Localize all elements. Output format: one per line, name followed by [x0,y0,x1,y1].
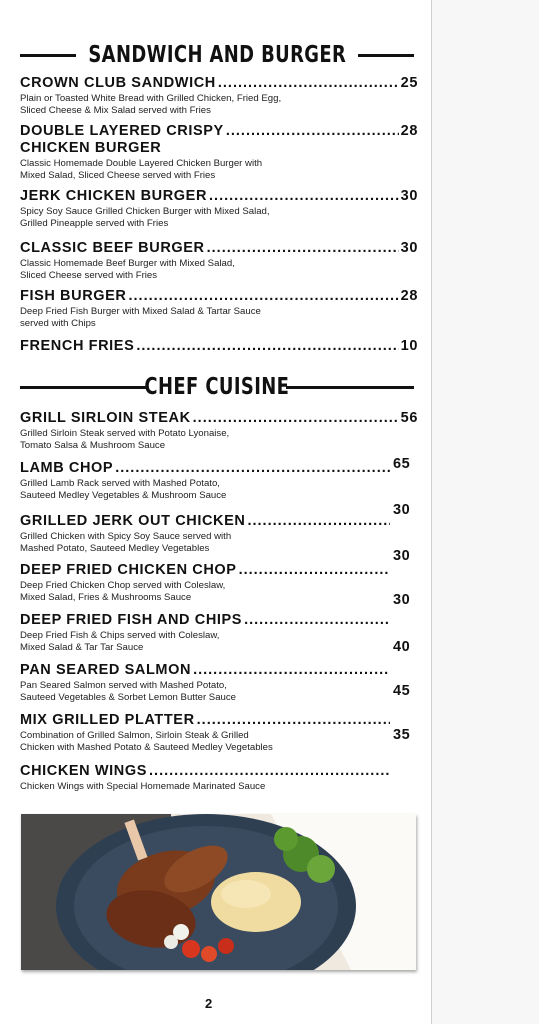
item-description: Mixed Salad, Sliced Cheese served with Fries [20,169,216,181]
item-description: Sauteed Vegetables & Sorbet Lemon Butter Sauce [20,691,237,703]
item-description: Mixed Salad & Tar Tar Sauce [20,641,144,653]
menu-item-double-layered-crispy [20,123,418,181]
leader-dots [247,513,390,530]
leader-dots [207,240,399,257]
header-rule-right [358,54,414,57]
leader-dots [129,288,399,305]
item-description: Classic Homemade Double Layered Chicken Burger with [20,158,263,169]
menu-item-grilled-jerk-out-chicken [20,513,392,554]
page-gutter [432,0,539,1024]
leader-dots [193,410,399,427]
item-description: Sliced Cheese & Mix Salad served with Fries [20,104,211,116]
item-name: DEEP FRIED FISH AND CHIPS [20,612,243,628]
item-name: PAN SEARED SALMON [20,662,192,678]
leader-dots [218,75,399,92]
leader-dots [244,612,390,629]
page-number: 2 [205,996,213,1011]
menu-item-classic-beef-burger [20,240,418,281]
item-name: DEEP FRIED CHICKEN CHOP [20,562,237,578]
item-price-deep-fried-chicken-chop: 30 [393,548,411,564]
item-name: FRENCH FRIES [20,338,135,354]
item-price-pan-seared-salmon: 40 [393,639,411,655]
item-price: 56 [400,410,418,426]
item-price: 28 [400,123,418,139]
item-name: JERK CHICKEN BURGER [20,188,208,204]
leader-dots [209,188,399,205]
item-description: Deep Fried Fish & Chips served with Coleslaw, [20,630,220,641]
item-price: 30 [400,240,418,256]
item-description: Sliced Cheese served with Fries [20,269,158,281]
item-description: Grilled Chicken with Spicy Soy Sauce served with [20,531,232,542]
item-name: DOUBLE LAYERED CRISPY [20,123,224,139]
lamb-chop-plate-image [21,814,416,970]
item-description: Sauteed Medley Vegetables & Mushroom Sauce [20,489,227,501]
header-rule-left [20,54,76,57]
item-price: 28 [400,288,418,304]
item-description: Spicy Soy Sauce Grilled Chicken Burger with Mixed Salad, [20,206,270,217]
leader-dots [193,662,390,679]
item-description: Tomato Salsa & Mushroom Sauce [20,439,166,451]
menu-item-crown-club-sandwich [20,75,418,116]
item-name: LAMB CHOP [20,460,114,476]
item-price-deep-fried-fish-and-chips: 30 [393,592,411,608]
item-description: Classic Homemade Beef Burger with Mixed Salad, [20,258,235,269]
item-name: MIX GRILLED PLATTER [20,712,195,728]
item-price-mix-grilled-platter: 45 [393,683,411,699]
section-header-chef [20,372,414,402]
leader-dots [136,338,398,355]
menu-item-fish-burger [20,288,418,329]
item-description: Chicken with Mashed Potato & Sauteed Medley Vegetables [20,741,273,753]
item-description: Mixed Salad, Fries & Mushrooms Sauce [20,591,192,603]
leader-dots [149,763,390,780]
item-description: served with Chips [20,317,96,329]
item-description: Grilled Pineapple served with Fries [20,217,169,229]
menu-item-jerk-chicken-burger [20,188,418,229]
item-name: FISH BURGER [20,288,127,304]
item-name: CLASSIC BEEF BURGER [20,240,205,256]
item-description: Deep Fried Fish Burger with Mixed Salad & Tartar Sauce [20,306,261,317]
food-photo [21,814,416,970]
leader-dots [115,460,390,477]
leader-dots [226,123,399,140]
item-description: Pan Seared Salmon served with Mashed Potato, [20,680,227,691]
item-description: Deep Fried Chicken Chop served with Coleslaw, [20,580,226,591]
item-description: Plain or Toasted White Bread with Grilled Chicken, Fried Egg, [20,93,282,104]
section-title-sandwich: SANDWICH AND BURGER [88,42,346,68]
menu-item-pan-seared-salmon [20,662,392,703]
section-header-sandwich [20,40,414,70]
item-name: CHICKEN WINGS [20,763,148,779]
menu-item-lamb-chop [20,460,392,501]
menu-item-french-fries [20,338,418,355]
item-description: Grilled Lamb Rack served with Mashed Potato, [20,478,220,489]
menu-item-chicken-wings [20,763,392,793]
item-price: 10 [400,338,418,354]
item-description: Mashed Potato, Sauteed Medley Vegetables [20,542,210,554]
leader-dots [239,562,390,579]
section-title-chef: CHEF CUISINE [144,374,290,400]
item-price-chicken-wings: 35 [393,727,411,743]
item-name: GRILL SIRLOIN STEAK [20,410,191,426]
header-rule-left [20,386,148,389]
menu-item-deep-fried-chicken-chop [20,562,392,603]
item-price: 25 [400,75,418,91]
item-name-line2: CHICKEN BURGER [20,140,162,156]
item-price-grilled-jerk-out-chicken: 30 [393,502,411,518]
header-rule-right [286,386,414,389]
menu-item-deep-fried-fish-and-chips [20,612,392,653]
item-description: Chicken Wings with Special Homemade Marinated Sauce [20,781,266,792]
item-price-lamb-chop: 65 [393,456,411,472]
menu-item-grill-sirloin-steak [20,410,418,451]
item-description: Combination of Grilled Salmon, Sirloin Steak & Grilled [20,730,249,741]
leader-dots [197,712,390,729]
item-description: Grilled Sirloin Steak served with Potato Lyonaise, [20,428,230,439]
item-price: 30 [400,188,418,204]
item-name: GRILLED JERK OUT CHICKEN [20,513,246,529]
menu-item-mix-grilled-platter [20,712,392,753]
item-name: CROWN CLUB SANDWICH [20,75,216,91]
